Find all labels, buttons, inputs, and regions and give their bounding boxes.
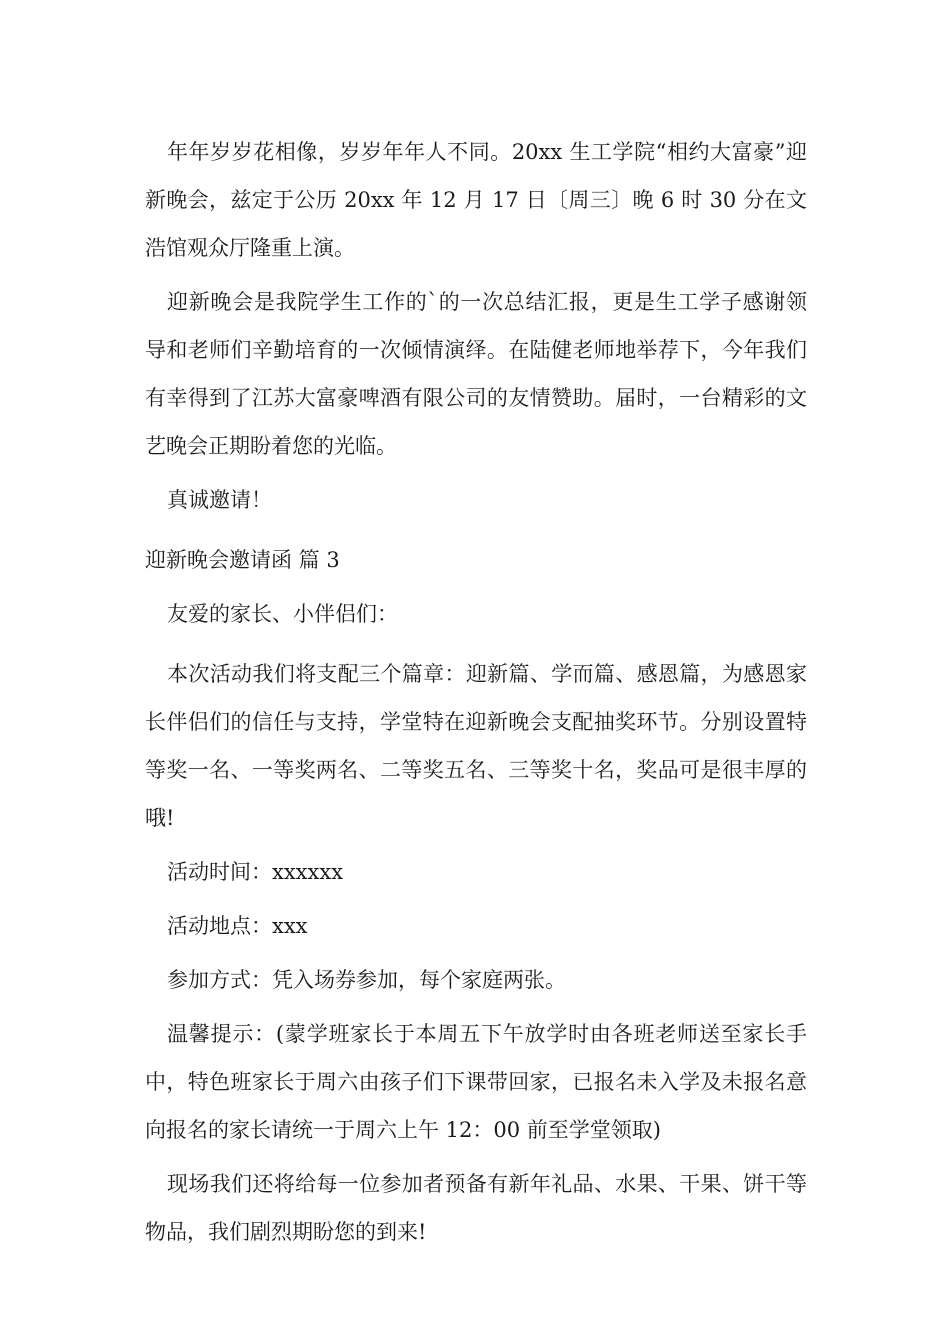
paragraph-intro: 年年岁岁花相像，岁岁年年人不同。20xx 生工学院“相约大富豪”迎新晚会，兹定于公历 20xx 年 12 月 17 日〔周三〕晚 6 时 30 分在文浩馆观众厅隆重上演。	[145, 140, 807, 260]
paragraph-closing: 现场我们还将给每一位参加者预备有新年礼品、水果、干果、饼干等物品，我们剧烈期盼您的到来!	[145, 1172, 807, 1244]
paragraph-sincere-invitation: 真诚邀请！	[167, 488, 272, 512]
paragraph-reminder: 温馨提示：(蒙学班家长于本周五下午放学时由各班老师送至家长手中，特色班家长于周六由孩子们下课带回家，已报名未入学及未报名意向报名的家长请统一于周六上午 12：00 前至学堂领取)	[145, 1022, 807, 1142]
section-heading: 迎新晚会邀请函 篇 3	[145, 548, 340, 572]
document-body	[145, 128, 807, 1256]
paragraph-activity-plan: 本次活动我们将支配三个篇章：迎新篇、学而篇、感恩篇，为感恩家长伴侣们的信任与支持，学堂特在迎新晚会支配抽奖环节。分别设置特等奖一名、一等奖两名、二等奖五名、三等奖十名，奖品可是很丰厚的哦!	[145, 662, 807, 830]
paragraph-participation: 参加方式：凭入场券参加，每个家庭两张。	[167, 968, 566, 992]
paragraph-activity-location: 活动地点：xxx	[167, 914, 308, 938]
paragraph-activity-time: 活动时间：xxxxxx	[167, 860, 344, 884]
paragraph-summary: 迎新晚会是我院学生工作的`的一次总结汇报，更是生工学子感谢领导和老师们辛勤培育的一次倾情演绎。在陆健老师地举荐下，今年我们有幸得到了江苏大富豪啤酒有限公司的友情赞助。届时，一台精彩的文艺晚会正期盼着您的光临。	[145, 290, 807, 458]
paragraph-greeting: 友爱的家长、小伴侣们：	[167, 602, 398, 626]
